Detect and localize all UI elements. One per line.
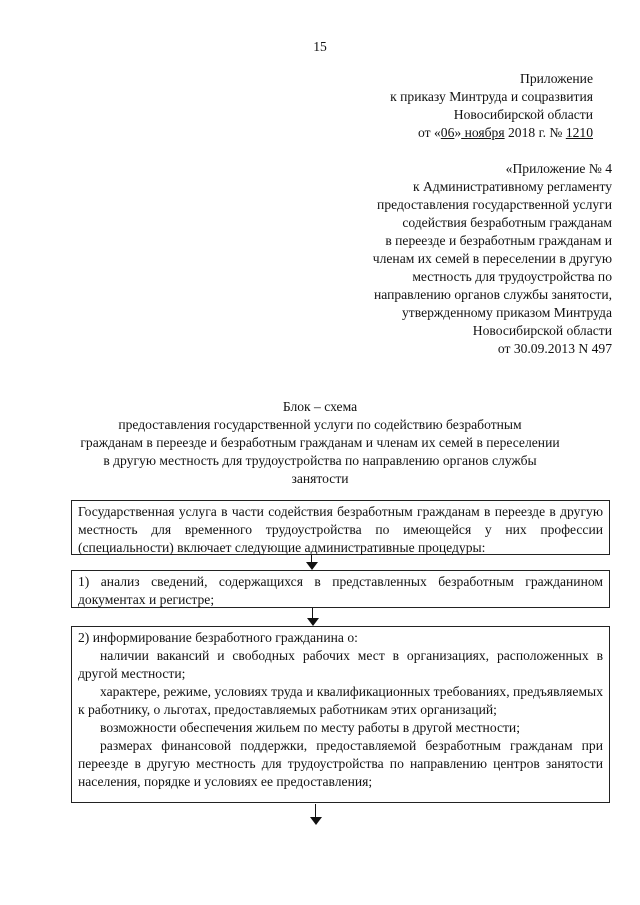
appendix-region: Новосибирской области <box>453 107 593 122</box>
box-text: 1) анализ сведений, содержащихся в представленных безработным гражданином документах и регистре; <box>78 574 603 607</box>
flowchart-box-step-1 <box>71 570 610 608</box>
box-text: Государственная услуга в части содействия безработным гражданам в переезде в другую местность для временного трудоустройства по имеющейся у них профессии (специальности) включает следующие административные процедуры: <box>78 504 603 555</box>
ref-line: Новосибирской области <box>472 323 612 338</box>
date-prefix: от « <box>418 125 441 140</box>
box-item: наличии вакансий и свободных рабочих мест в организациях, расположенных в другой местности; <box>78 648 603 681</box>
title-line: предоставления государственной услуги по содействию безработным <box>118 417 522 432</box>
page-number: 15 <box>313 39 327 54</box>
box-heading: 2) информирование безработного гражданина о: <box>78 630 358 645</box>
order-number: 1210 <box>565 125 593 140</box>
appendix-date-line <box>390 124 593 142</box>
arrow-down-icon <box>307 608 319 626</box>
flowchart-title <box>0 398 640 488</box>
appendix-reference <box>312 160 612 358</box>
ref-line: утвержденному приказом Минтруда <box>402 305 612 320</box>
title-line: в другую местность для трудоустройства по направлению органов службы <box>103 453 537 468</box>
title-line: занятости <box>291 471 349 486</box>
arrow-down-icon <box>306 555 318 570</box>
date-year: 2018 г. № <box>504 125 566 140</box>
flowchart-box-step-2 <box>71 626 610 803</box>
ref-line: «Приложение № 4 <box>505 161 612 176</box>
date-mid: » <box>454 125 462 140</box>
flowchart-box-service <box>71 500 610 555</box>
arrow-down-icon <box>310 804 322 826</box>
ref-line: предоставления государственной услуги <box>377 197 612 212</box>
appendix-order-ref: к приказу Минтруда и соцразвития <box>390 89 593 104</box>
title-line: Блок – схема <box>282 399 358 414</box>
ref-line: от 30.09.2013 N 497 <box>497 341 612 356</box>
ref-line: местность для трудоустройства по <box>412 269 612 284</box>
ref-line: направлению органов службы занятости, <box>373 287 612 302</box>
box-item: характере, режиме, условиях труда и квалификационных требованиях, предъявляемых к работнику, о льготах, предоставляемых работникам этих организаций; <box>78 684 603 717</box>
ref-line: к Административному регламенту <box>412 179 612 194</box>
ref-line: членам их семей в переселении в другую <box>372 251 612 266</box>
box-item: размерах финансовой поддержки, предоставляемой безработным гражданам при переезде в другую местность для трудоустройства по направлению центров занятости населения, порядке и условиях ее предоставления; <box>78 738 603 789</box>
date-day: 06 <box>440 125 455 140</box>
ref-line: содействия безработным гражданам <box>402 215 612 230</box>
title-line: гражданам в переезде и безработным гражданам и членам их семей в переселении <box>80 435 560 450</box>
appendix-header <box>390 70 593 142</box>
date-month: ноября <box>461 125 505 140</box>
ref-line: в переезде и безработным гражданам и <box>385 233 612 248</box>
appendix-title: Приложение <box>520 71 593 86</box>
box-item: возможности обеспечения жильем по месту работы в другой местности; <box>100 720 520 735</box>
